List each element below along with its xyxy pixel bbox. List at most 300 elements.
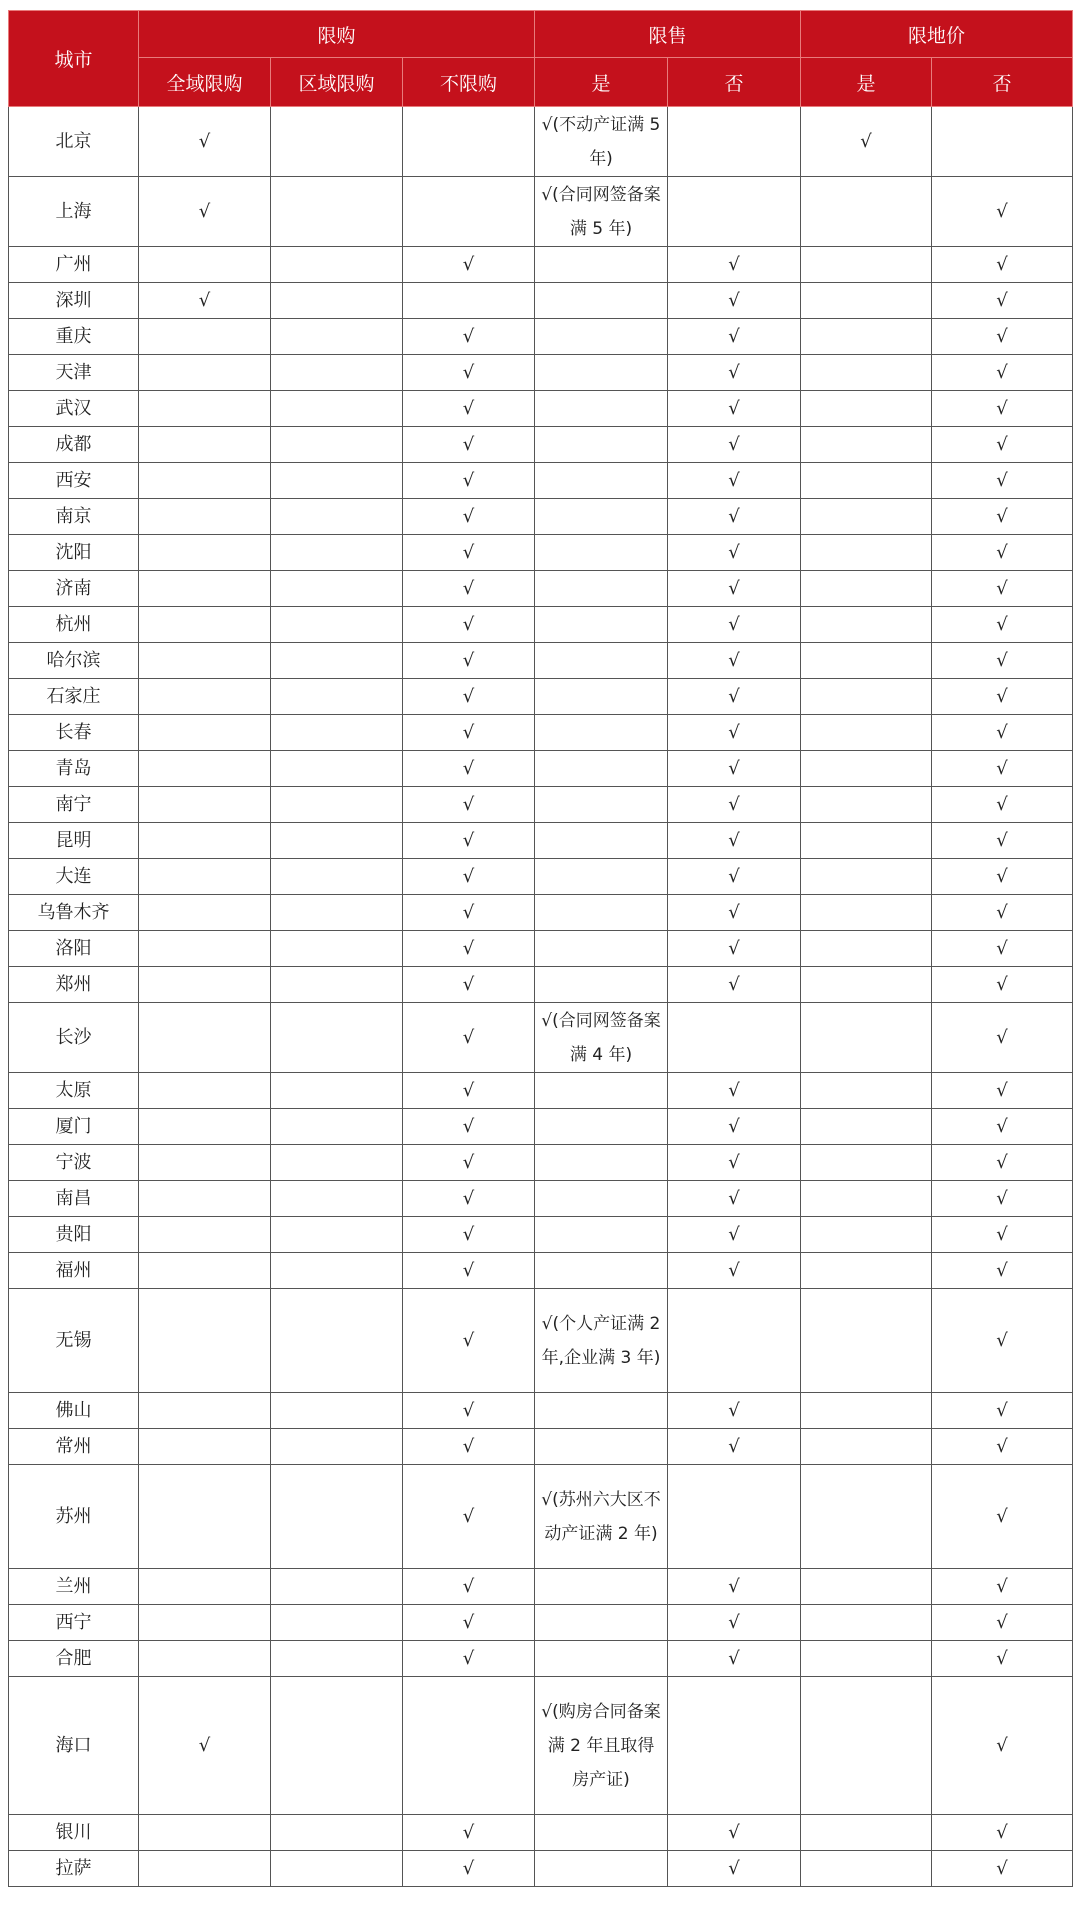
table-row — [9, 1605, 1073, 1641]
cell-land-no: √ — [932, 1851, 1073, 1887]
cell-land-no: √ — [932, 1073, 1073, 1109]
cell-land-yes — [801, 715, 932, 751]
cell-land-no: √ — [932, 355, 1073, 391]
cell-no-restriction: √ — [403, 1289, 535, 1393]
cell-no-restriction: √ — [403, 751, 535, 787]
table-row — [9, 177, 1073, 247]
table-row — [9, 1181, 1073, 1217]
cell-sale-no: √ — [668, 715, 801, 751]
cell-land-no: √ — [932, 571, 1073, 607]
cell-land-no: √ — [932, 1429, 1073, 1465]
cell-sale-yes — [535, 319, 668, 355]
cell-full-area — [139, 1851, 271, 1887]
table-row — [9, 247, 1073, 283]
table-row — [9, 355, 1073, 391]
cell-sale-yes — [535, 715, 668, 751]
cell-land-yes — [801, 1109, 932, 1145]
cell-land-yes — [801, 643, 932, 679]
cell-sale-no: √ — [668, 1073, 801, 1109]
table-row — [9, 931, 1073, 967]
cell-land-no: √ — [932, 1641, 1073, 1677]
cell-partial-area — [271, 355, 403, 391]
cell-full-area — [139, 1605, 271, 1641]
housing-policy-table — [8, 10, 1073, 1887]
cell-partial-area — [271, 643, 403, 679]
city-cell: 乌鲁木齐 — [9, 895, 139, 931]
cell-no-restriction: √ — [403, 823, 535, 859]
cell-sale-no: √ — [668, 1109, 801, 1145]
cell-full-area: √ — [139, 177, 271, 247]
table-row — [9, 643, 1073, 679]
cell-sale-no: √ — [668, 931, 801, 967]
cell-partial-area — [271, 177, 403, 247]
cell-sale-yes — [535, 967, 668, 1003]
cell-full-area — [139, 1569, 271, 1605]
cell-land-yes — [801, 787, 932, 823]
cell-full-area — [139, 1289, 271, 1393]
cell-land-yes — [801, 1253, 932, 1289]
cell-no-restriction — [403, 177, 535, 247]
cell-land-no: √ — [932, 1465, 1073, 1569]
cell-sale-yes — [535, 1429, 668, 1465]
city-cell: 太原 — [9, 1073, 139, 1109]
cell-no-restriction: √ — [403, 607, 535, 643]
cell-partial-area — [271, 1217, 403, 1253]
cell-land-yes — [801, 535, 932, 571]
cell-sale-yes — [535, 823, 668, 859]
cell-sale-no: √ — [668, 535, 801, 571]
city-cell: 苏州 — [9, 1465, 139, 1569]
cell-full-area — [139, 355, 271, 391]
cell-sale-no: √ — [668, 679, 801, 715]
cell-sale-yes — [535, 499, 668, 535]
cell-partial-area — [271, 1815, 403, 1851]
cell-full-area — [139, 1073, 271, 1109]
cell-land-yes — [801, 931, 932, 967]
table-row — [9, 1569, 1073, 1605]
cell-full-area — [139, 319, 271, 355]
cell-no-restriction: √ — [403, 643, 535, 679]
table-row — [9, 751, 1073, 787]
cell-sale-yes — [535, 1605, 668, 1641]
table-row — [9, 1641, 1073, 1677]
cell-full-area — [139, 823, 271, 859]
header-purchase-restriction: 限购 — [139, 11, 535, 58]
city-cell: 南京 — [9, 499, 139, 535]
cell-sale-no — [668, 177, 801, 247]
city-cell: 天津 — [9, 355, 139, 391]
cell-partial-area — [271, 1181, 403, 1217]
table-row — [9, 283, 1073, 319]
cell-partial-area — [271, 1073, 403, 1109]
cell-sale-no: √ — [668, 859, 801, 895]
cell-land-no: √ — [932, 1145, 1073, 1181]
cell-land-no: √ — [932, 967, 1073, 1003]
cell-land-no: √ — [932, 319, 1073, 355]
cell-full-area — [139, 643, 271, 679]
cell-sale-yes — [535, 1109, 668, 1145]
cell-full-area — [139, 967, 271, 1003]
city-cell: 沈阳 — [9, 535, 139, 571]
header-sale-yes: 是 — [535, 58, 668, 107]
cell-land-yes — [801, 823, 932, 859]
cell-sale-no: √ — [668, 463, 801, 499]
cell-sale-no: √ — [668, 1181, 801, 1217]
cell-sale-no: √ — [668, 751, 801, 787]
cell-full-area — [139, 1393, 271, 1429]
cell-partial-area — [271, 463, 403, 499]
cell-land-no: √ — [932, 391, 1073, 427]
cell-land-no: √ — [932, 823, 1073, 859]
cell-partial-area — [271, 1569, 403, 1605]
cell-land-no: √ — [932, 499, 1073, 535]
cell-land-yes — [801, 859, 932, 895]
cell-partial-area — [271, 895, 403, 931]
policy-table-container — [8, 10, 1072, 1887]
cell-partial-area — [271, 1109, 403, 1145]
cell-full-area — [139, 1003, 271, 1073]
cell-land-no: √ — [932, 1677, 1073, 1815]
cell-partial-area — [271, 679, 403, 715]
cell-sale-no: √ — [668, 499, 801, 535]
cell-land-no: √ — [932, 751, 1073, 787]
cell-land-yes — [801, 463, 932, 499]
city-cell: 西宁 — [9, 1605, 139, 1641]
cell-full-area — [139, 1109, 271, 1145]
cell-sale-yes — [535, 1073, 668, 1109]
cell-no-restriction: √ — [403, 1429, 535, 1465]
cell-land-no: √ — [932, 535, 1073, 571]
cell-partial-area — [271, 607, 403, 643]
cell-partial-area — [271, 535, 403, 571]
table-row — [9, 1003, 1073, 1073]
cell-sale-yes: √(合同网签备案满 5 年) — [535, 177, 668, 247]
cell-sale-no: √ — [668, 787, 801, 823]
cell-no-restriction: √ — [403, 787, 535, 823]
cell-land-no: √ — [932, 1815, 1073, 1851]
cell-sale-no: √ — [668, 391, 801, 427]
table-row — [9, 1677, 1073, 1815]
city-cell: 哈尔滨 — [9, 643, 139, 679]
cell-land-yes — [801, 177, 932, 247]
cell-full-area — [139, 463, 271, 499]
cell-no-restriction: √ — [403, 247, 535, 283]
city-cell: 无锡 — [9, 1289, 139, 1393]
city-cell: 北京 — [9, 107, 139, 177]
city-cell: 武汉 — [9, 391, 139, 427]
table-row — [9, 607, 1073, 643]
table-row — [9, 463, 1073, 499]
cell-land-no: √ — [932, 607, 1073, 643]
cell-no-restriction: √ — [403, 967, 535, 1003]
cell-land-no: √ — [932, 787, 1073, 823]
cell-land-yes — [801, 283, 932, 319]
cell-land-yes — [801, 1815, 932, 1851]
cell-sale-yes — [535, 283, 668, 319]
city-cell: 长沙 — [9, 1003, 139, 1073]
city-cell: 昆明 — [9, 823, 139, 859]
cell-no-restriction: √ — [403, 1145, 535, 1181]
cell-partial-area — [271, 967, 403, 1003]
cell-sale-yes: √(个人产证满 2 年,企业满 3 年) — [535, 1289, 668, 1393]
cell-sale-yes — [535, 427, 668, 463]
city-cell: 杭州 — [9, 607, 139, 643]
cell-full-area — [139, 715, 271, 751]
table-row — [9, 1217, 1073, 1253]
city-cell: 佛山 — [9, 1393, 139, 1429]
cell-sale-yes: √(购房合同备案满 2 年且取得房产证) — [535, 1677, 668, 1815]
city-cell: 郑州 — [9, 967, 139, 1003]
cell-sale-yes: √(不动产证满 5 年) — [535, 107, 668, 177]
cell-partial-area — [271, 319, 403, 355]
city-cell: 洛阳 — [9, 931, 139, 967]
cell-no-restriction: √ — [403, 499, 535, 535]
cell-no-restriction: √ — [403, 679, 535, 715]
cell-full-area — [139, 1815, 271, 1851]
cell-land-yes — [801, 895, 932, 931]
cell-sale-yes — [535, 751, 668, 787]
cell-full-area — [139, 787, 271, 823]
cell-no-restriction: √ — [403, 1217, 535, 1253]
cell-sale-yes — [535, 787, 668, 823]
cell-full-area — [139, 427, 271, 463]
cell-partial-area — [271, 1677, 403, 1815]
cell-no-restriction: √ — [403, 859, 535, 895]
cell-sale-no: √ — [668, 1217, 801, 1253]
cell-full-area — [139, 1217, 271, 1253]
table-row — [9, 1253, 1073, 1289]
cell-land-yes — [801, 1003, 932, 1073]
header-no-restriction: 不限购 — [403, 58, 535, 107]
cell-sale-no — [668, 1289, 801, 1393]
cell-no-restriction: √ — [403, 931, 535, 967]
cell-no-restriction: √ — [403, 355, 535, 391]
cell-sale-no: √ — [668, 643, 801, 679]
header-sale-restriction: 限售 — [535, 11, 801, 58]
cell-land-no: √ — [932, 1181, 1073, 1217]
cell-sale-no: √ — [668, 895, 801, 931]
cell-land-no: √ — [932, 463, 1073, 499]
cell-no-restriction — [403, 283, 535, 319]
cell-sale-no: √ — [668, 1253, 801, 1289]
cell-partial-area — [271, 1641, 403, 1677]
cell-sale-no: √ — [668, 1569, 801, 1605]
cell-land-no: √ — [932, 177, 1073, 247]
cell-no-restriction — [403, 1677, 535, 1815]
table-row — [9, 107, 1073, 177]
cell-full-area — [139, 391, 271, 427]
cell-sale-no — [668, 1003, 801, 1073]
cell-sale-yes — [535, 895, 668, 931]
cell-sale-no — [668, 1465, 801, 1569]
cell-sale-no: √ — [668, 1605, 801, 1641]
cell-sale-yes — [535, 859, 668, 895]
table-row — [9, 427, 1073, 463]
cell-full-area — [139, 1641, 271, 1677]
city-cell: 上海 — [9, 177, 139, 247]
cell-sale-yes: √(合同网签备案满 4 年) — [535, 1003, 668, 1073]
cell-full-area — [139, 751, 271, 787]
cell-full-area — [139, 1465, 271, 1569]
cell-sale-yes — [535, 931, 668, 967]
cell-sale-yes — [535, 1217, 668, 1253]
table-row — [9, 967, 1073, 1003]
cell-partial-area — [271, 931, 403, 967]
cell-no-restriction: √ — [403, 1641, 535, 1677]
cell-land-yes — [801, 607, 932, 643]
cell-land-no: √ — [932, 283, 1073, 319]
cell-land-yes — [801, 1465, 932, 1569]
cell-no-restriction: √ — [403, 1181, 535, 1217]
cell-no-restriction: √ — [403, 1073, 535, 1109]
city-cell: 南昌 — [9, 1181, 139, 1217]
cell-partial-area — [271, 1851, 403, 1887]
cell-land-no: √ — [932, 643, 1073, 679]
cell-sale-yes — [535, 1641, 668, 1677]
table-row — [9, 823, 1073, 859]
cell-sale-yes — [535, 1569, 668, 1605]
cell-sale-no: √ — [668, 1641, 801, 1677]
cell-sale-no — [668, 107, 801, 177]
table-row — [9, 571, 1073, 607]
table-row — [9, 1073, 1073, 1109]
cell-sale-yes — [535, 571, 668, 607]
cell-sale-no — [668, 1677, 801, 1815]
table-row — [9, 895, 1073, 931]
cell-land-yes — [801, 1429, 932, 1465]
cell-land-yes — [801, 1073, 932, 1109]
cell-land-no: √ — [932, 1003, 1073, 1073]
cell-full-area — [139, 1253, 271, 1289]
cell-land-yes — [801, 247, 932, 283]
table-row — [9, 787, 1073, 823]
header-land-price-restriction: 限地价 — [801, 11, 1073, 58]
cell-land-no: √ — [932, 1217, 1073, 1253]
cell-land-yes — [801, 499, 932, 535]
cell-partial-area — [271, 1465, 403, 1569]
header-city: 城市 — [9, 11, 139, 107]
cell-sale-yes — [535, 355, 668, 391]
cell-no-restriction: √ — [403, 1569, 535, 1605]
table-row — [9, 499, 1073, 535]
cell-sale-no: √ — [668, 1851, 801, 1887]
cell-land-no: √ — [932, 895, 1073, 931]
city-cell: 合肥 — [9, 1641, 139, 1677]
table-row — [9, 1815, 1073, 1851]
cell-no-restriction: √ — [403, 1465, 535, 1569]
cell-sale-no: √ — [668, 427, 801, 463]
cell-no-restriction: √ — [403, 1003, 535, 1073]
cell-land-no: √ — [932, 1393, 1073, 1429]
cell-sale-no: √ — [668, 1815, 801, 1851]
cell-no-restriction: √ — [403, 1109, 535, 1145]
cell-partial-area — [271, 1393, 403, 1429]
cell-land-yes — [801, 1393, 932, 1429]
cell-full-area — [139, 247, 271, 283]
table-header — [9, 11, 1073, 107]
cell-no-restriction: √ — [403, 391, 535, 427]
cell-sale-yes — [535, 1181, 668, 1217]
cell-no-restriction: √ — [403, 535, 535, 571]
header-land-no: 否 — [932, 58, 1073, 107]
cell-land-yes — [801, 391, 932, 427]
cell-partial-area — [271, 715, 403, 751]
cell-partial-area — [271, 1003, 403, 1073]
cell-partial-area — [271, 787, 403, 823]
cell-no-restriction: √ — [403, 463, 535, 499]
cell-full-area — [139, 1145, 271, 1181]
cell-partial-area — [271, 1253, 403, 1289]
city-cell: 济南 — [9, 571, 139, 607]
city-cell: 宁波 — [9, 1145, 139, 1181]
table-row — [9, 1429, 1073, 1465]
city-cell: 贵阳 — [9, 1217, 139, 1253]
city-cell: 福州 — [9, 1253, 139, 1289]
cell-no-restriction: √ — [403, 715, 535, 751]
cell-sale-yes — [535, 607, 668, 643]
cell-land-yes — [801, 319, 932, 355]
cell-full-area — [139, 607, 271, 643]
table-row — [9, 1109, 1073, 1145]
cell-sale-yes — [535, 463, 668, 499]
header-full-area: 全域限购 — [139, 58, 271, 107]
city-cell: 大连 — [9, 859, 139, 895]
cell-land-yes — [801, 1677, 932, 1815]
cell-partial-area — [271, 571, 403, 607]
cell-sale-yes — [535, 391, 668, 427]
cell-land-yes — [801, 1145, 932, 1181]
cell-partial-area — [271, 1145, 403, 1181]
cell-land-yes — [801, 1289, 932, 1393]
city-cell: 常州 — [9, 1429, 139, 1465]
cell-sale-no: √ — [668, 283, 801, 319]
cell-full-area — [139, 859, 271, 895]
city-cell: 青岛 — [9, 751, 139, 787]
city-cell: 南宁 — [9, 787, 139, 823]
cell-land-yes — [801, 1217, 932, 1253]
cell-partial-area — [271, 391, 403, 427]
cell-no-restriction: √ — [403, 319, 535, 355]
city-cell: 海口 — [9, 1677, 139, 1815]
cell-full-area — [139, 931, 271, 967]
cell-land-no: √ — [932, 931, 1073, 967]
city-cell: 重庆 — [9, 319, 139, 355]
cell-land-yes — [801, 1851, 932, 1887]
cell-land-yes — [801, 679, 932, 715]
cell-partial-area — [271, 1429, 403, 1465]
cell-full-area — [139, 679, 271, 715]
cell-land-no: √ — [932, 1109, 1073, 1145]
cell-sale-yes — [535, 247, 668, 283]
cell-no-restriction: √ — [403, 427, 535, 463]
cell-sale-no: √ — [668, 319, 801, 355]
cell-sale-yes — [535, 1393, 668, 1429]
cell-no-restriction: √ — [403, 571, 535, 607]
cell-sale-no: √ — [668, 247, 801, 283]
cell-sale-yes — [535, 1145, 668, 1181]
city-cell: 拉萨 — [9, 1851, 139, 1887]
city-cell: 长春 — [9, 715, 139, 751]
cell-sale-yes — [535, 1815, 668, 1851]
cell-land-yes: √ — [801, 107, 932, 177]
cell-no-restriction — [403, 107, 535, 177]
cell-partial-area — [271, 247, 403, 283]
cell-sale-no: √ — [668, 1429, 801, 1465]
cell-no-restriction: √ — [403, 1851, 535, 1887]
table-row — [9, 1851, 1073, 1887]
header-land-yes: 是 — [801, 58, 932, 107]
cell-full-area — [139, 895, 271, 931]
